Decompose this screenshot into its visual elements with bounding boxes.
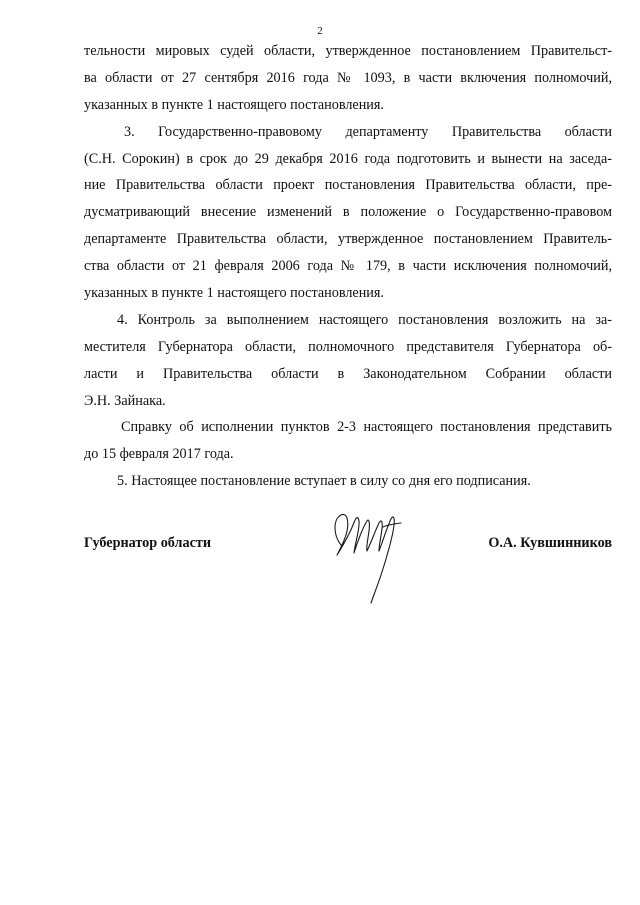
paragraph-2-line-3: указанных в пункте 1 настоящего постановления. <box>84 96 384 113</box>
paragraph-5-line-1: 5. Настоящее постановление вступает в силу со дня его подписания. <box>117 473 531 490</box>
paragraph-3-line-3: ние Правительства области проект постановления Правительства области, пре- <box>84 177 612 194</box>
report-paragraph-line-2: до 15 февраля 2017 года. <box>84 446 234 463</box>
paragraph-3-line-7: указанных в пункте 1 настоящего постановления. <box>84 285 384 302</box>
report-paragraph-line-1: Справку об исполнении пунктов 2-3 настоящего постановления представить <box>121 419 612 436</box>
paragraph-3-line-2: (С.Н. Сорокин) в срок до 29 декабря 2016 года подготовить и вынести на заседа- <box>84 150 612 167</box>
signatory-name: О.А. Кувшинников <box>488 535 612 551</box>
paragraph-2-line-1: тельности мировых судей области, утвержденное постановлением Правительст- <box>84 43 612 59</box>
paragraph-4-line-2: местителя Губернатора области, полномочного представителя Губернатора об- <box>84 338 612 355</box>
paragraph-4-line-3: ласти и Правительства области в Законодательном Собрании области <box>84 365 612 382</box>
paragraph-3-line-6: ства области от 21 февраля 2006 года № 179, в части исключения полномочий, <box>84 258 612 275</box>
paragraph-2-line-2: ва области от 27 сентября 2016 года № 1093, в части включения полномочий, <box>84 69 612 86</box>
page-number: 2 <box>317 25 323 37</box>
signatory-title: Губернатор области <box>84 535 212 551</box>
paragraph-3-line-1: 3. Государственно-правовому департаменту Правительства области <box>124 123 612 140</box>
paragraph-4-line-1: 4. Контроль за выполнением настоящего постановления возложить на за- <box>117 311 612 328</box>
paragraph-4-line-4: Э.Н. Зайнака. <box>84 392 166 409</box>
handwritten-signature <box>327 505 407 607</box>
paragraph-3-line-5: департаменте Правительства области, утвержденное постановлением Правитель- <box>84 231 612 248</box>
paragraph-3-line-4: дусматривающий внесение изменений в положение о Государственно-правовом <box>84 204 612 221</box>
document-body <box>84 38 612 495</box>
